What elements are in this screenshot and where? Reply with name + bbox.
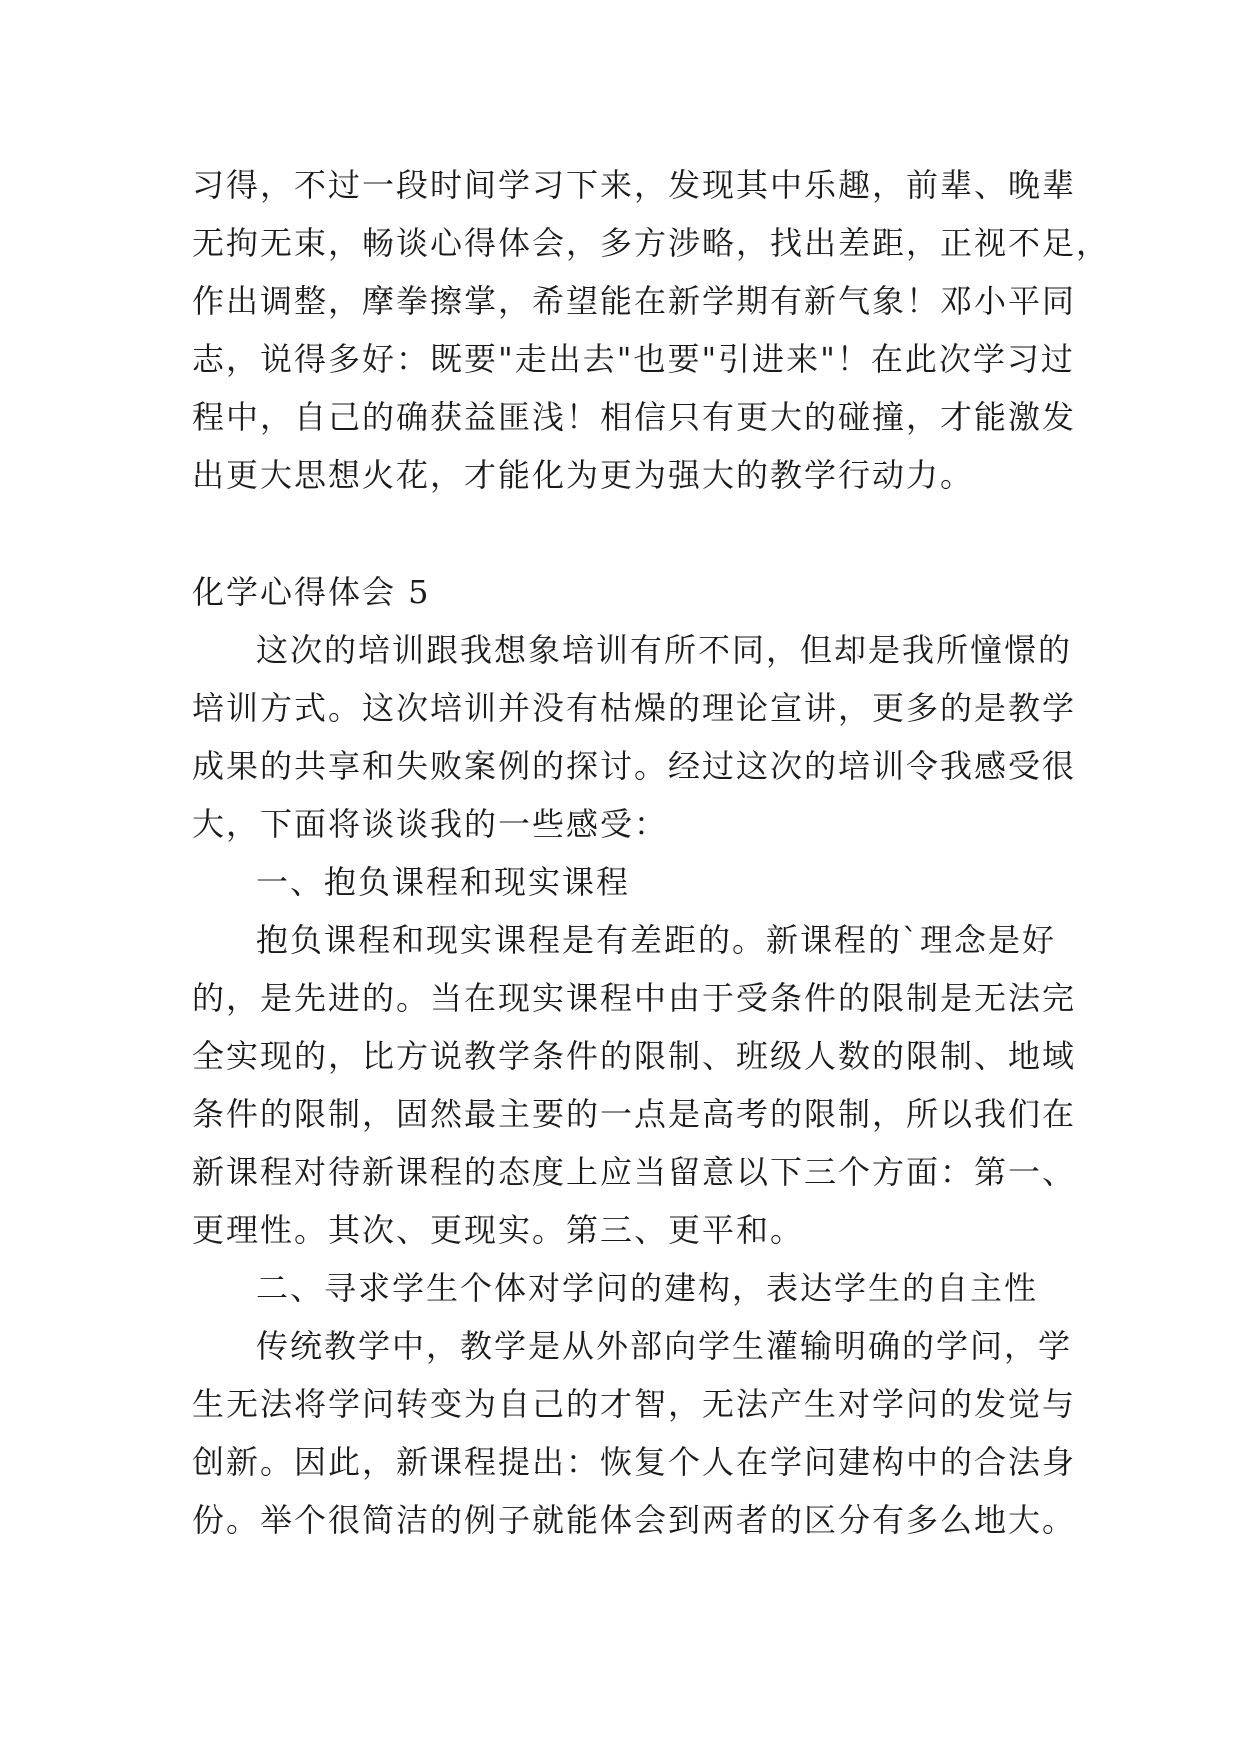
intro-paragraph	[192, 156, 1111, 504]
text-line: 作出调整，摩拳擦掌，希望能在新学期有新气象！邓小平同	[192, 282, 1077, 320]
text-line: 条件的限制，固然最主要的一点是高考的限制，所以我们在	[192, 1095, 1077, 1133]
text-line: 志，说得多好：既要"走出去"也要"引进来"！在此次学习过	[192, 340, 1075, 378]
text-line: 抱负课程和现实课程是有差距的。新课程的`理念是好	[256, 921, 1057, 959]
text-line: 新课程对待新课程的态度上应当留意以下三个方面：第一、	[192, 1153, 1077, 1191]
text-line: 培训方式。这次培训并没有枯燥的理论宣讲，更多的是教学	[192, 689, 1077, 727]
text-line: 成果的共享和失败案例的探讨。经过这次的培训令我感受很	[192, 747, 1077, 785]
text-line: 更理性。其次、更现实。第三、更平和。	[192, 1211, 805, 1249]
text-line: 生无法将学问转变为自己的才智，无法产生对学问的发觉与	[192, 1385, 1077, 1423]
text-line: 的，是先进的。当在现实课程中由于受条件的限制是无法完	[192, 979, 1077, 1017]
paragraph-2	[192, 911, 1077, 1259]
section-heading: 化学心得体会 5	[192, 573, 431, 611]
paragraph-1	[192, 621, 1077, 853]
subheading-1: 一、抱负课程和现实课程	[256, 863, 631, 901]
text-line: 大，下面将谈谈我的一些感受：	[192, 805, 669, 843]
section-chemistry-5	[192, 563, 1077, 1549]
text-line: 程中，自己的确获益匪浅！相信只有更大的碰撞，才能激发	[192, 398, 1077, 436]
paragraph-3	[192, 1317, 1077, 1549]
text-line: 传统教学中，教学是从外部向学生灌输明确的学问，学	[256, 1327, 1073, 1365]
text-line: 无拘无束，畅谈心得体会，多方涉略，找出差距，正视不足，	[192, 224, 1111, 262]
text-line: 这次的培训跟我想象培训有所不同，但却是我所憧憬的	[256, 631, 1073, 669]
text-line: 出更大思想火花，才能化为更为强大的教学行动力。	[192, 456, 975, 494]
text-line: 全实现的，比方说教学条件的限制、班级人数的限制、地域	[192, 1037, 1077, 1075]
text-line: 习得，不过一段时间学习下来，发现其中乐趣，前辈、晚辈	[192, 166, 1077, 204]
subheading-2: 二、寻求学生个体对学问的建构，表达学生的自主性	[256, 1269, 1039, 1307]
text-line: 份。举个很简洁的例子就能体会到两者的区分有多么地大。	[192, 1501, 1077, 1539]
text-line: 创新。因此，新课程提出：恢复个人在学问建构中的合法身	[192, 1443, 1077, 1481]
